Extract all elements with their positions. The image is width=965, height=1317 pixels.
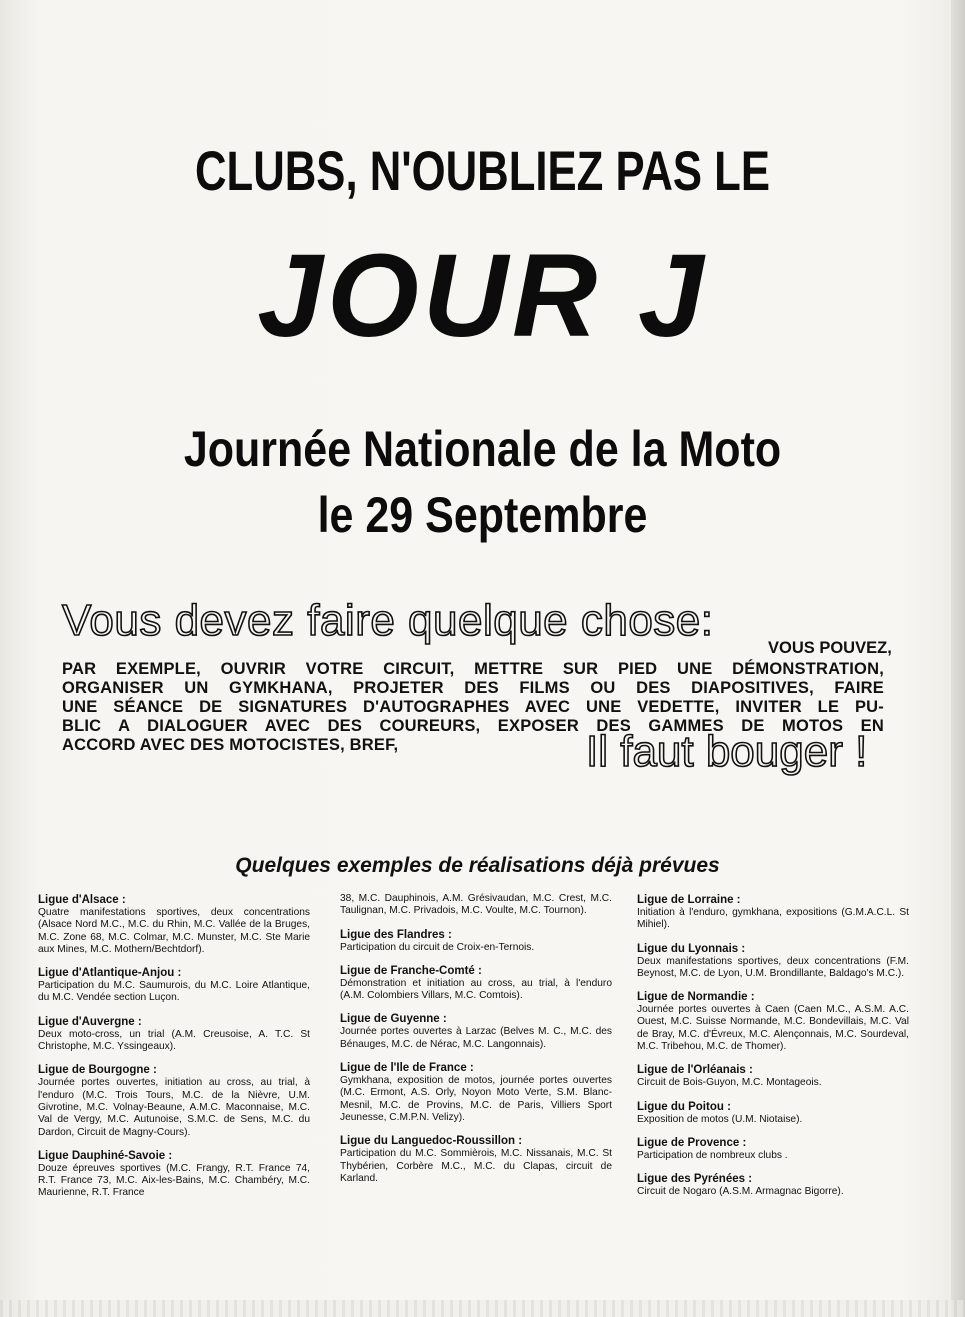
headline-jour-j: JOUR J (257, 230, 708, 362)
ligue-name: Ligue d'Auvergne : (38, 1015, 142, 1028)
section-title: Quelques exemples de réalisations déjà prévues (235, 854, 720, 877)
ligue-text: Journée portes ouvertes à Larzac (Belves M. C., M.C. des Bénauges, M.C. de Nérac, M.C. Langonnais). (340, 1026, 612, 1050)
ligue-name: Ligue Dauphiné-Savoie : (38, 1149, 173, 1162)
caps-paragraph-line: UNE SÉANCE DE SIGNATURES D'AUTOGRAPHES AVEC UNE VEDETTE, INVITER LE PU- (62, 698, 884, 716)
ligue-name: Ligue de l'Ile de France : (340, 1062, 474, 1075)
ligue-name: Ligue du Languedoc-Roussillon : (340, 1135, 523, 1148)
caps-paragraph-line: PAR EXEMPLE, OUVRIR VOTRE CIRCUIT, METTRE SUR PIED UNE DÉMONSTRATION, (62, 660, 884, 678)
scan-artifact-strip (0, 1300, 965, 1317)
ligue-text: Gymkhana, exposition de motos, journée portes ouvertes (M.C. Ermont, A.S. Orly, Noyon Moto Verte, S.M. Blanc-Mesnil, M.C. de Provins, M.C. de Paris, Villiers Sport Jeunesse, C.M.P.N. Velizy). (340, 1075, 612, 1123)
ligue-text: Deux moto-cross, un trial (A.M. Creusoise, A. T.C. St Christophe, M.C. Yssingeaux). (38, 1028, 310, 1053)
caps-paragraph-line: ORGANISER UN GYMKHANA, PROJETER DES FILMS OU DES DIAPOSITIVES, FAIRE (62, 679, 884, 697)
ligue-name: Ligue de Bourgogne : (38, 1064, 157, 1077)
ligue-entry (38, 1015, 310, 1054)
ligue-text: Participation du M.C. Saumurois, du M.C. Loire Atlantique, du M.C. Vendée section Luçon. (38, 980, 310, 1004)
ligue-text: Participation du circuit de Croix-en-Ternois. (340, 941, 535, 953)
ligue-text: Exposition de motos (U.M. Niotaise). (637, 1113, 803, 1125)
outline-closing: Il faut bouger ! (586, 727, 868, 776)
ligue-entry (38, 1063, 310, 1138)
ligue-entry-continuation (340, 893, 612, 918)
ligue-name: Ligue des Pyrénées : (637, 1173, 753, 1186)
ligue-name: Ligue de Normandie : (637, 991, 755, 1004)
headline-journee-nationale: Journée Nationale de la Moto (183, 421, 782, 477)
page-edge-shadow (951, 0, 965, 1317)
ligue-entry (637, 990, 909, 1053)
ligue-text: Douze épreuves sportives (M.C. Frangy, R.T. France 74, R.T. France 73, M.C. Aix-les-Bains, M.C. Chambéry, M.C. Maurienne, R.T. France (38, 1162, 310, 1199)
ligue-text: Deux manifestations sportives, deux concentrations (F.M. Beynost, M.C. de Lyon, U.M. Brondillante, Baldago's M.C.). (637, 955, 909, 979)
ligue-entry (38, 966, 310, 1005)
outline-heading: Vous devez faire quelque chose: (62, 596, 714, 645)
ligue-text: Démonstration et initiation au cross, au trial, à l'enduro (A.M. Colombiers Villars, M.C. Comtois). (340, 977, 612, 1002)
ligue-name: Ligue d'Atlantique-Anjou : (38, 967, 182, 980)
ligue-text: Initiation à l'enduro, gymkhana, expositions (G.M.A.C.L. St Mihiel). (637, 907, 909, 931)
caps-paragraph-line: ACCORD AVEC DES MOTOCISTES, BREF, (62, 736, 399, 754)
ligue-entry (340, 964, 612, 1003)
ligue-text: Journée portes ouvertes à Caen (Caen M.C., A.S.M. A.C. Ouest, M.C. Suisse Normande, M.C. Bondevillais, M.C. Val de Bray, M.C. d'Évreux, M.C. Alençonnais, M.C. Sourdeval, M.C. Tribehou, M.C. de Thomer). (637, 1004, 909, 1053)
ligue-text: Journée portes ouvertes, initiation au cross, au trial, à l'enduro (M.C. Trois Tours, M.C. de la Nièvre, U.M. Givrotine, M.C. Volnay-Beaune, A.M.C. Maconnaise, M.C. Val de Vergy, M.C. Autunoise, S.M.C. de Sens, M.C. du Dardon, Circuit de Magny-Cours). (38, 1077, 310, 1138)
ligue-text: Participation de nombreux clubs . (637, 1149, 788, 1161)
headline-clubs: CLUBS, N'OUBLIEZ PAS LE (194, 139, 771, 202)
ligue-text: 38, M.C. Dauphinois, A.M. Grésivaudan, M.C. Crest, M.C. Taulignan, M.C. Privadois, M.C. Voulte, M.C. Tournon). (340, 893, 612, 917)
ligue-entry (38, 893, 310, 956)
ligue-entry (637, 1063, 909, 1089)
caps-paragraph-line: BLIC A DIALOGUER AVEC DES COUREURS, EXPOSER DES GAMMES DE MOTOS EN (62, 717, 884, 735)
ligue-entry (637, 1100, 909, 1126)
ligue-name: Ligue de l'Orléanais : (637, 1064, 753, 1077)
ligue-entry (340, 1012, 612, 1051)
ligue-text: Quatre manifestations sportives, deux concentrations (Alsace Nord M.C., M.C. du Rhin, M.C. Vallée de la Bruges, M.C. Zone 68, M.C. Colmar, M.C. Munster, M.C. Ste Marie aux Mines, M.C. Mothern/Bechtdorf). (38, 907, 310, 955)
vous-pouvez-text: VOUS POUVEZ, (768, 639, 892, 657)
ligue-name: Ligue des Flandres : (340, 928, 452, 941)
ligue-text: Circuit de Bois-Guyon, M.C. Montageois. (637, 1077, 822, 1089)
ligue-name: Ligue de Guyenne : (340, 1013, 447, 1026)
ligues-column-1 (38, 893, 310, 1210)
ligue-name: Ligue de Lorraine : (637, 894, 741, 906)
ligue-entry (38, 1149, 310, 1200)
ligue-entry (340, 928, 612, 954)
ligue-entry (637, 893, 909, 932)
ligues-column-3 (637, 893, 909, 1209)
ligues-column-2 (340, 893, 612, 1195)
ligue-entry (340, 1134, 612, 1185)
ligue-name: Ligue d'Alsace : (38, 894, 126, 906)
headline-date: le 29 Septembre (317, 487, 648, 543)
ligue-name: Ligue du Poitou : (637, 1100, 731, 1113)
ligue-name: Ligue du Lyonnais : (637, 942, 746, 955)
ligue-text: Participation du M.C. Sommièrois, M.C. Nissanais, M.C. St Thybérien, Corbère M.C., M.C. du Clapas, circuit de Karland. (340, 1148, 612, 1184)
ligue-entry (340, 1061, 612, 1124)
ligue-text: Circuit de Nogaro (A.S.M. Armagnac Bigorre). (637, 1186, 844, 1198)
ligue-name: Ligue de Franche-Comté : (340, 964, 482, 977)
ligue-entry (637, 1136, 909, 1162)
ligue-entry (637, 1172, 909, 1198)
ligue-name: Ligue de Provence : (637, 1136, 747, 1149)
ligue-entry (637, 942, 909, 981)
